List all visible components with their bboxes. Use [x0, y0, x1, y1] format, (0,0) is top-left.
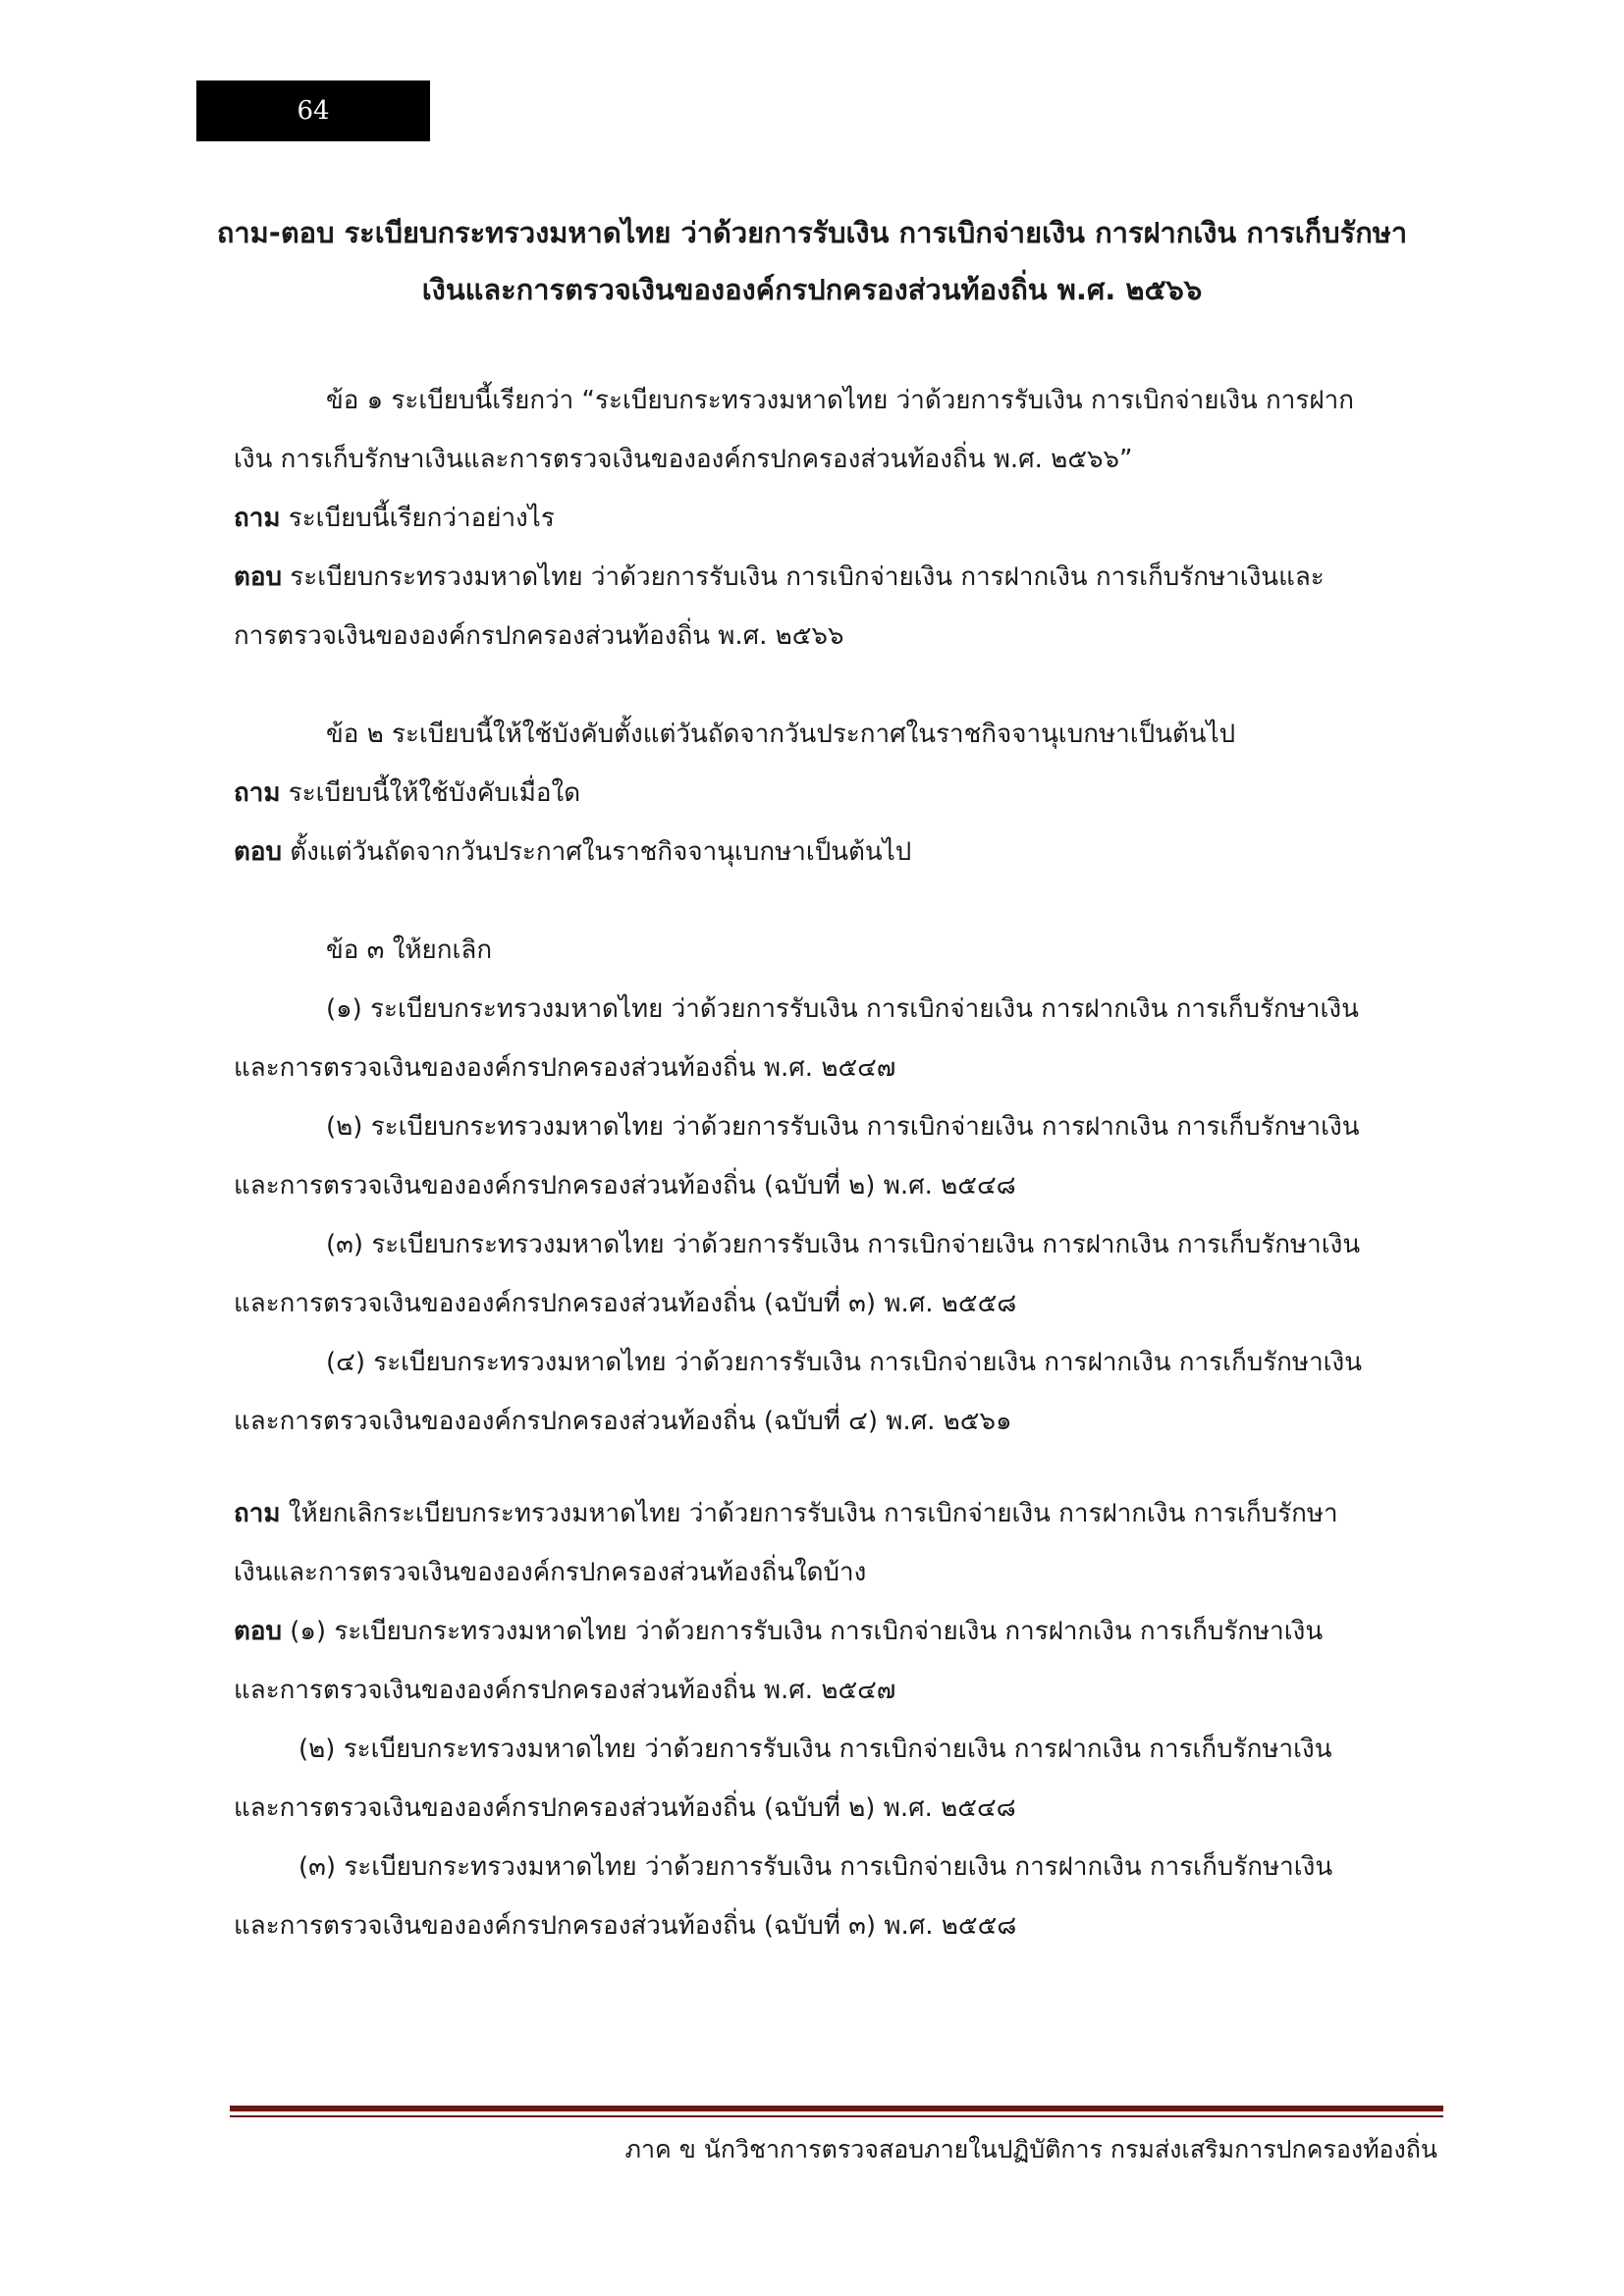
- page-number: 64: [196, 80, 430, 141]
- question-label: ถาม: [234, 504, 281, 533]
- question-label: ถาม: [234, 1499, 281, 1528]
- answer-label: ตอบ: [234, 1617, 283, 1646]
- clause-3-item-4-line-1: (๔) ระเบียบกระทรวงมหาดไทย ว่าด้วยการรับเงิน การเบิกจ่ายเงิน การฝากเงิน การเก็บรักษาเงิน: [326, 1348, 1363, 1377]
- title-line-2: เงินและการตรวจเงินขององค์กรปกครองส่วนท้องถิ่น พ.ศ. ๒๕๖๖: [421, 273, 1203, 306]
- clause-3-item-1-line-2: และการตรวจเงินขององค์กรปกครองส่วนท้องถิ่น พ.ศ. ๒๕๔๗: [234, 1053, 896, 1083]
- clause-3-item-1-line-1: (๑) ระเบียบกระทรวงมหาดไทย ว่าด้วยการรับเงิน การเบิกจ่ายเงิน การฝากเงิน การเก็บรักษาเงิน: [326, 994, 1359, 1024]
- question-text: ระเบียบนี้เรียกว่าอย่างไร: [280, 504, 555, 533]
- answer-3-item-2-line-2: และการตรวจเงินขององค์กรปกครองส่วนท้องถิ่น (ฉบับที่ ๒) พ.ศ. ๒๕๔๘: [234, 1793, 1016, 1823]
- question-text: ให้ยกเลิกระเบียบกระทรวงมหาดไทย ว่าด้วยการรับเงิน การเบิกจ่ายเงิน การฝากเงิน การเก็บรักษา: [280, 1499, 1338, 1528]
- answer-text: ตั้งแต่วันถัดจากวันประกาศในราชกิจจานุเบกษาเป็นต้นไป: [282, 837, 912, 867]
- answer-2: [234, 823, 1451, 881]
- answer-3-item-1-line-1: [234, 1602, 1451, 1661]
- clause-3-item-3-line-1: (๓) ระเบียบกระทรวงมหาดไทย ว่าด้วยการรับเงิน การเบิกจ่ายเงิน การฝากเงิน การเก็บรักษาเงิน: [326, 1230, 1361, 1259]
- footer-text: ภาค ข นักวิชาการตรวจสอบภายในปฏิบัติการ กรมส่งเสริมการปกครองท้องถิ่น: [624, 2135, 1437, 2163]
- answer-1-line-1: [234, 548, 1451, 607]
- clause-1-line-2: เงิน การเก็บรักษาเงินและการตรวจเงินขององค์กรปกครองส่วนท้องถิ่น พ.ศ. ๒๕๖๖”: [234, 445, 1133, 474]
- question-3-line-2: เงินและการตรวจเงินขององค์กรปกครองส่วนท้องถิ่นใดบ้าง: [234, 1558, 867, 1587]
- clause-3-line-1: ข้อ ๓ ให้ยกเลิก: [326, 935, 493, 965]
- answer-3-item-3-line-2: และการตรวจเงินขององค์กรปกครองส่วนท้องถิ่น (ฉบับที่ ๓) พ.ศ. ๒๕๕๘: [234, 1911, 1017, 1941]
- question-1: [234, 489, 1451, 548]
- answer-label: ตอบ: [234, 562, 283, 592]
- document-body: [234, 371, 1451, 1955]
- clause-3-item-2-line-2: และการตรวจเงินขององค์กรปกครองส่วนท้องถิ่น (ฉบับที่ ๒) พ.ศ. ๒๕๔๘: [234, 1171, 1016, 1201]
- answer-3-item-1-line-2: และการตรวจเงินขององค์กรปกครองส่วนท้องถิ่น พ.ศ. ๒๕๔๗: [234, 1676, 896, 1705]
- clause-3-item-3-line-2: และการตรวจเงินขององค์กรปกครองส่วนท้องถิ่น (ฉบับที่ ๓) พ.ศ. ๒๕๕๘: [234, 1289, 1017, 1318]
- question-label: ถาม: [234, 778, 281, 808]
- answer-text: (๑) ระเบียบกระทรวงมหาดไทย ว่าด้วยการรับเงิน การเบิกจ่ายเงิน การฝากเงิน การเก็บรักษาเงิน: [282, 1617, 1324, 1646]
- clause-3-item-4-line-2: และการตรวจเงินขององค์กรปกครองส่วนท้องถิ่น (ฉบับที่ ๔) พ.ศ. ๒๕๖๑: [234, 1407, 1012, 1436]
- question-text: ระเบียบนี้ให้ใช้บังคับเมื่อใด: [280, 778, 581, 808]
- answer-text: ระเบียบกระทรวงมหาดไทย ว่าด้วยการรับเงิน การเบิกจ่ายเงิน การฝากเงิน การเก็บรักษาเงินและ: [282, 562, 1325, 592]
- clause-2-line-1: ข้อ ๒ ระเบียบนี้ให้ใช้บังคับตั้งแต่วันถัดจากวันประกาศในราชกิจจานุเบกษาเป็นต้นไป: [326, 720, 1236, 749]
- title-line-1: ถาม-ตอบ ระเบียบกระทรวงมหาดไทย ว่าด้วยการรับเงิน การเบิกจ่ายเงิน การฝากเงิน การเก็บรักษา: [216, 216, 1408, 249]
- answer-3-item-2-line-1: (๒) ระเบียบกระทรวงมหาดไทย ว่าด้วยการรับเงิน การเบิกจ่ายเงิน การฝากเงิน การเก็บรักษาเงิน: [298, 1735, 1332, 1764]
- answer-label: ตอบ: [234, 837, 283, 867]
- question-3-line-1: [234, 1484, 1451, 1543]
- document-title: [177, 204, 1447, 318]
- clause-3-item-2-line-1: (๒) ระเบียบกระทรวงมหาดไทย ว่าด้วยการรับเงิน การเบิกจ่ายเงิน การฝากเงิน การเก็บรักษาเงิน: [326, 1112, 1360, 1142]
- footer-rule-thin: [230, 2115, 1443, 2117]
- answer-3-item-3-line-1: (๓) ระเบียบกระทรวงมหาดไทย ว่าด้วยการรับเงิน การเบิกจ่ายเงิน การฝากเงิน การเก็บรักษาเงิน: [298, 1852, 1333, 1882]
- footer-rule-thick: [230, 2106, 1443, 2111]
- question-2: [234, 764, 1451, 823]
- answer-1-line-2: การตรวจเงินขององค์กรปกครองส่วนท้องถิ่น พ.ศ. ๒๕๖๖: [234, 621, 844, 651]
- clause-1-line-1: ข้อ ๑ ระเบียบนี้เรียกว่า “ระเบียบกระทรวงมหาดไทย ว่าด้วยการรับเงิน การเบิกจ่ายเงิน การฝาก: [326, 386, 1354, 415]
